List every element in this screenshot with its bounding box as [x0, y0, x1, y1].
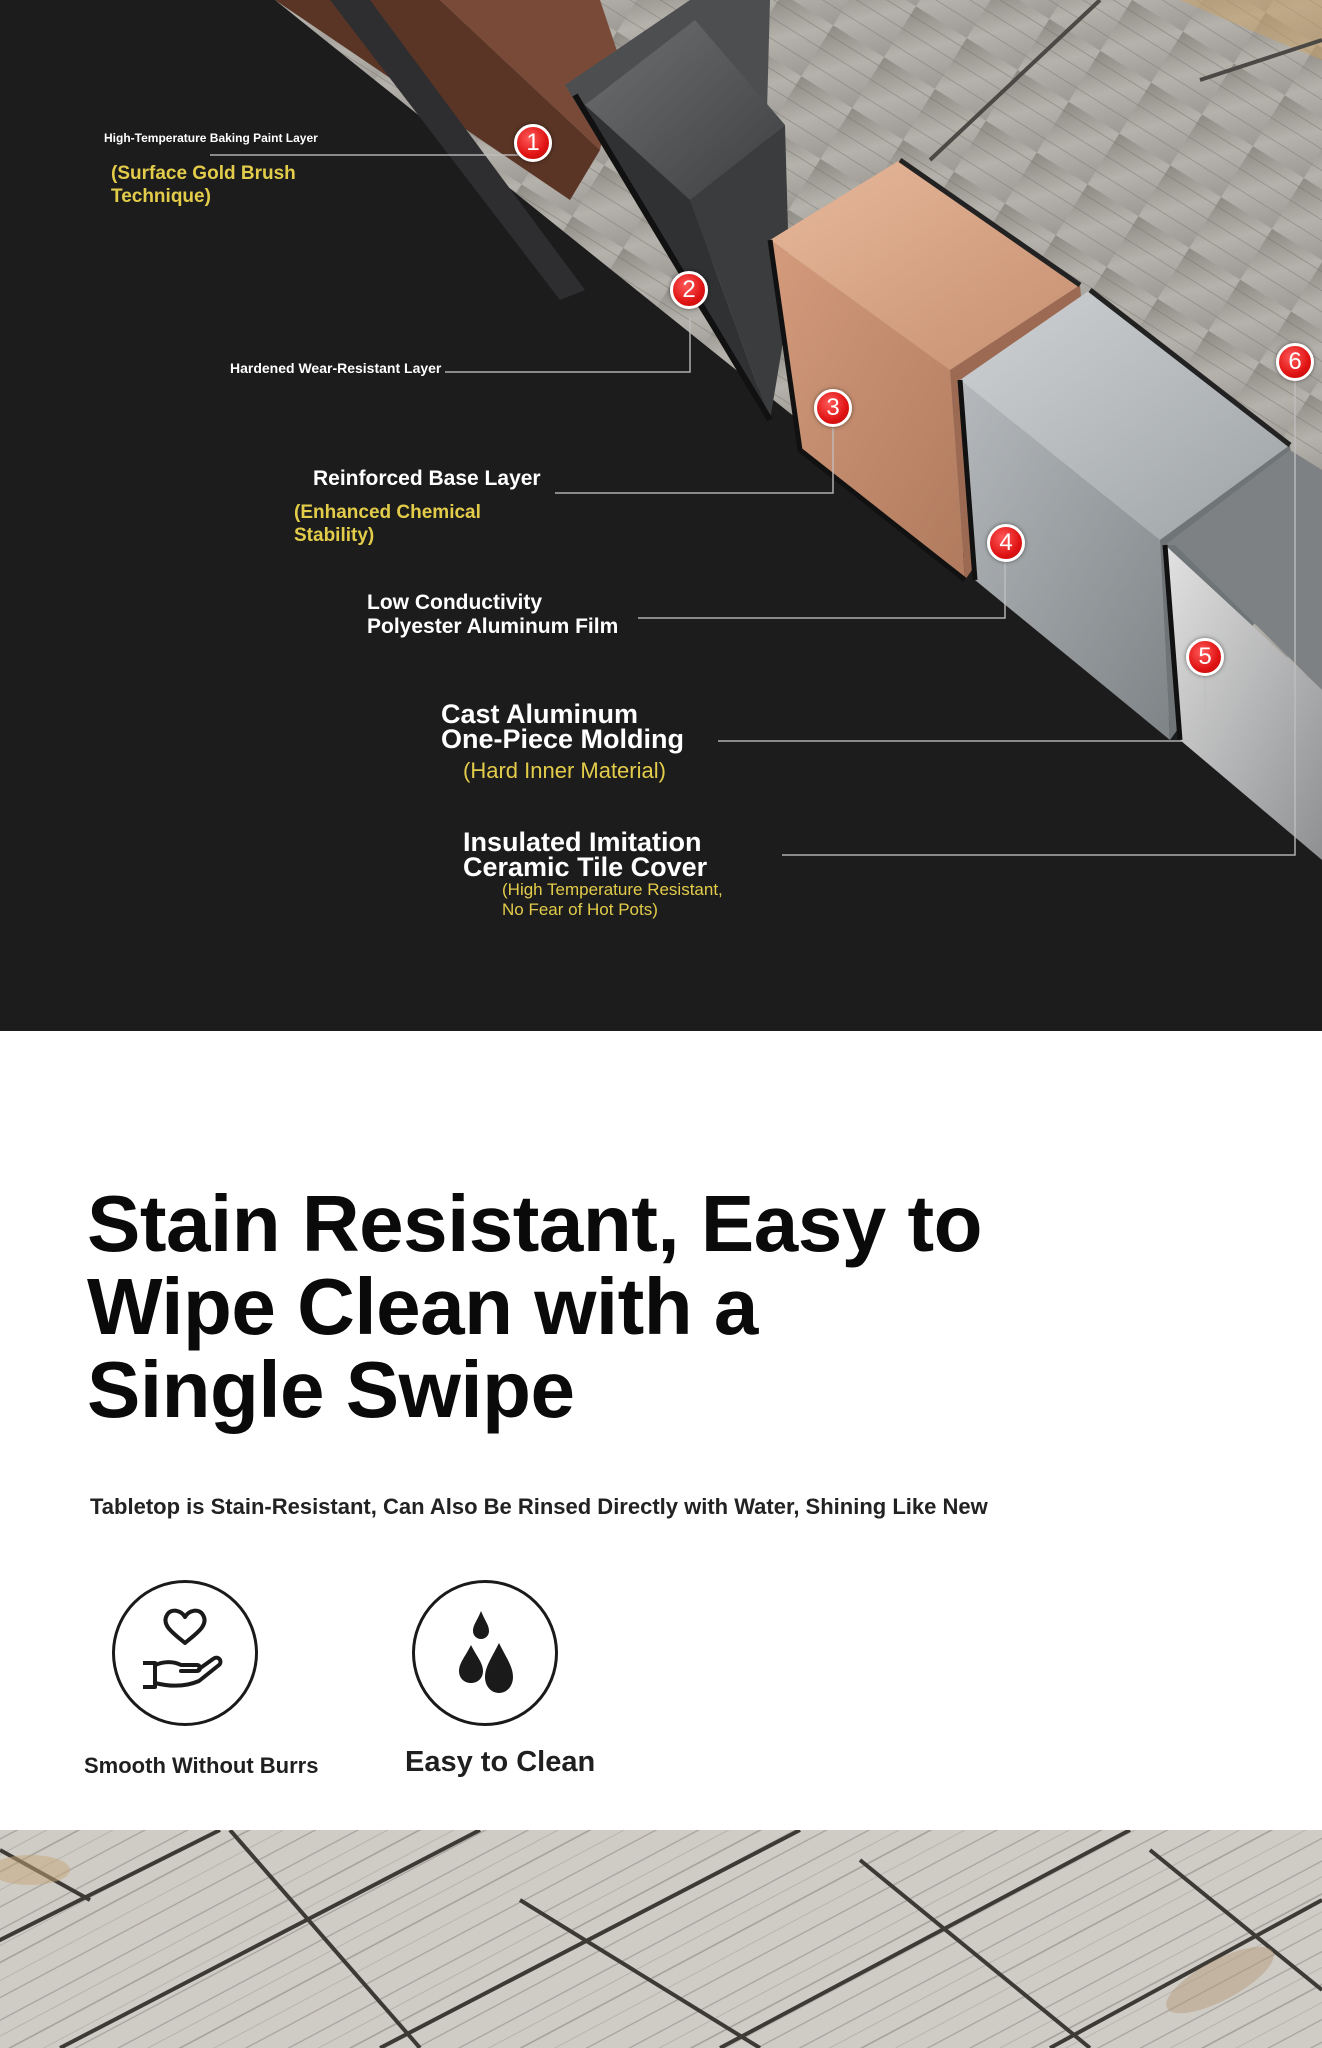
layer-badge-1: 1 [514, 124, 552, 162]
layer-badge-4: 4 [987, 524, 1025, 562]
layer-1-subtitle: (Surface Gold Brush Technique) [111, 163, 296, 207]
wood-tile-floor-image [0, 1830, 1322, 2048]
layer-3-subtitle: (Enhanced Chemical Stability) [294, 502, 481, 546]
layer-badge-3: 3 [814, 389, 852, 427]
water-drops-icon [412, 1580, 558, 1726]
layer-badge-5: 5 [1186, 638, 1224, 676]
feature-label-smooth: Smooth Without Burrs [84, 1753, 319, 1778]
layer-5-subtitle: (Hard Inner Material) [463, 758, 666, 783]
hand-heart-icon [112, 1580, 258, 1726]
page-headline: Stain Resistant, Easy to Wipe Clean with a Single Swipe [87, 1179, 982, 1434]
layer-1-title: High-Temperature Baking Paint Layer [104, 131, 318, 145]
layer-6-title: Insulated Imitation Ceramic Tile Cover [463, 827, 708, 882]
feature-label-easy-clean: Easy to Clean [405, 1746, 596, 1778]
layer-4-title: Low Conductivity Polyester Aluminum Film [367, 591, 619, 639]
page-subheadline: Tabletop is Stain-Resistant, Can Also Be Rinsed Directly with Water, Shining Like New [90, 1494, 988, 1519]
layer-badge-2: 2 [670, 271, 708, 309]
layer-6-subtitle: (High Temperature Resistant, No Fear of Hot Pots) [502, 880, 723, 919]
layer-2-title: Hardened Wear-Resistant Layer [230, 360, 442, 376]
layer-5-title: Cast Aluminum One-Piece Molding [441, 699, 685, 754]
layer-3-title: Reinforced Base Layer [313, 467, 541, 490]
layer-badge-6: 6 [1276, 343, 1314, 381]
